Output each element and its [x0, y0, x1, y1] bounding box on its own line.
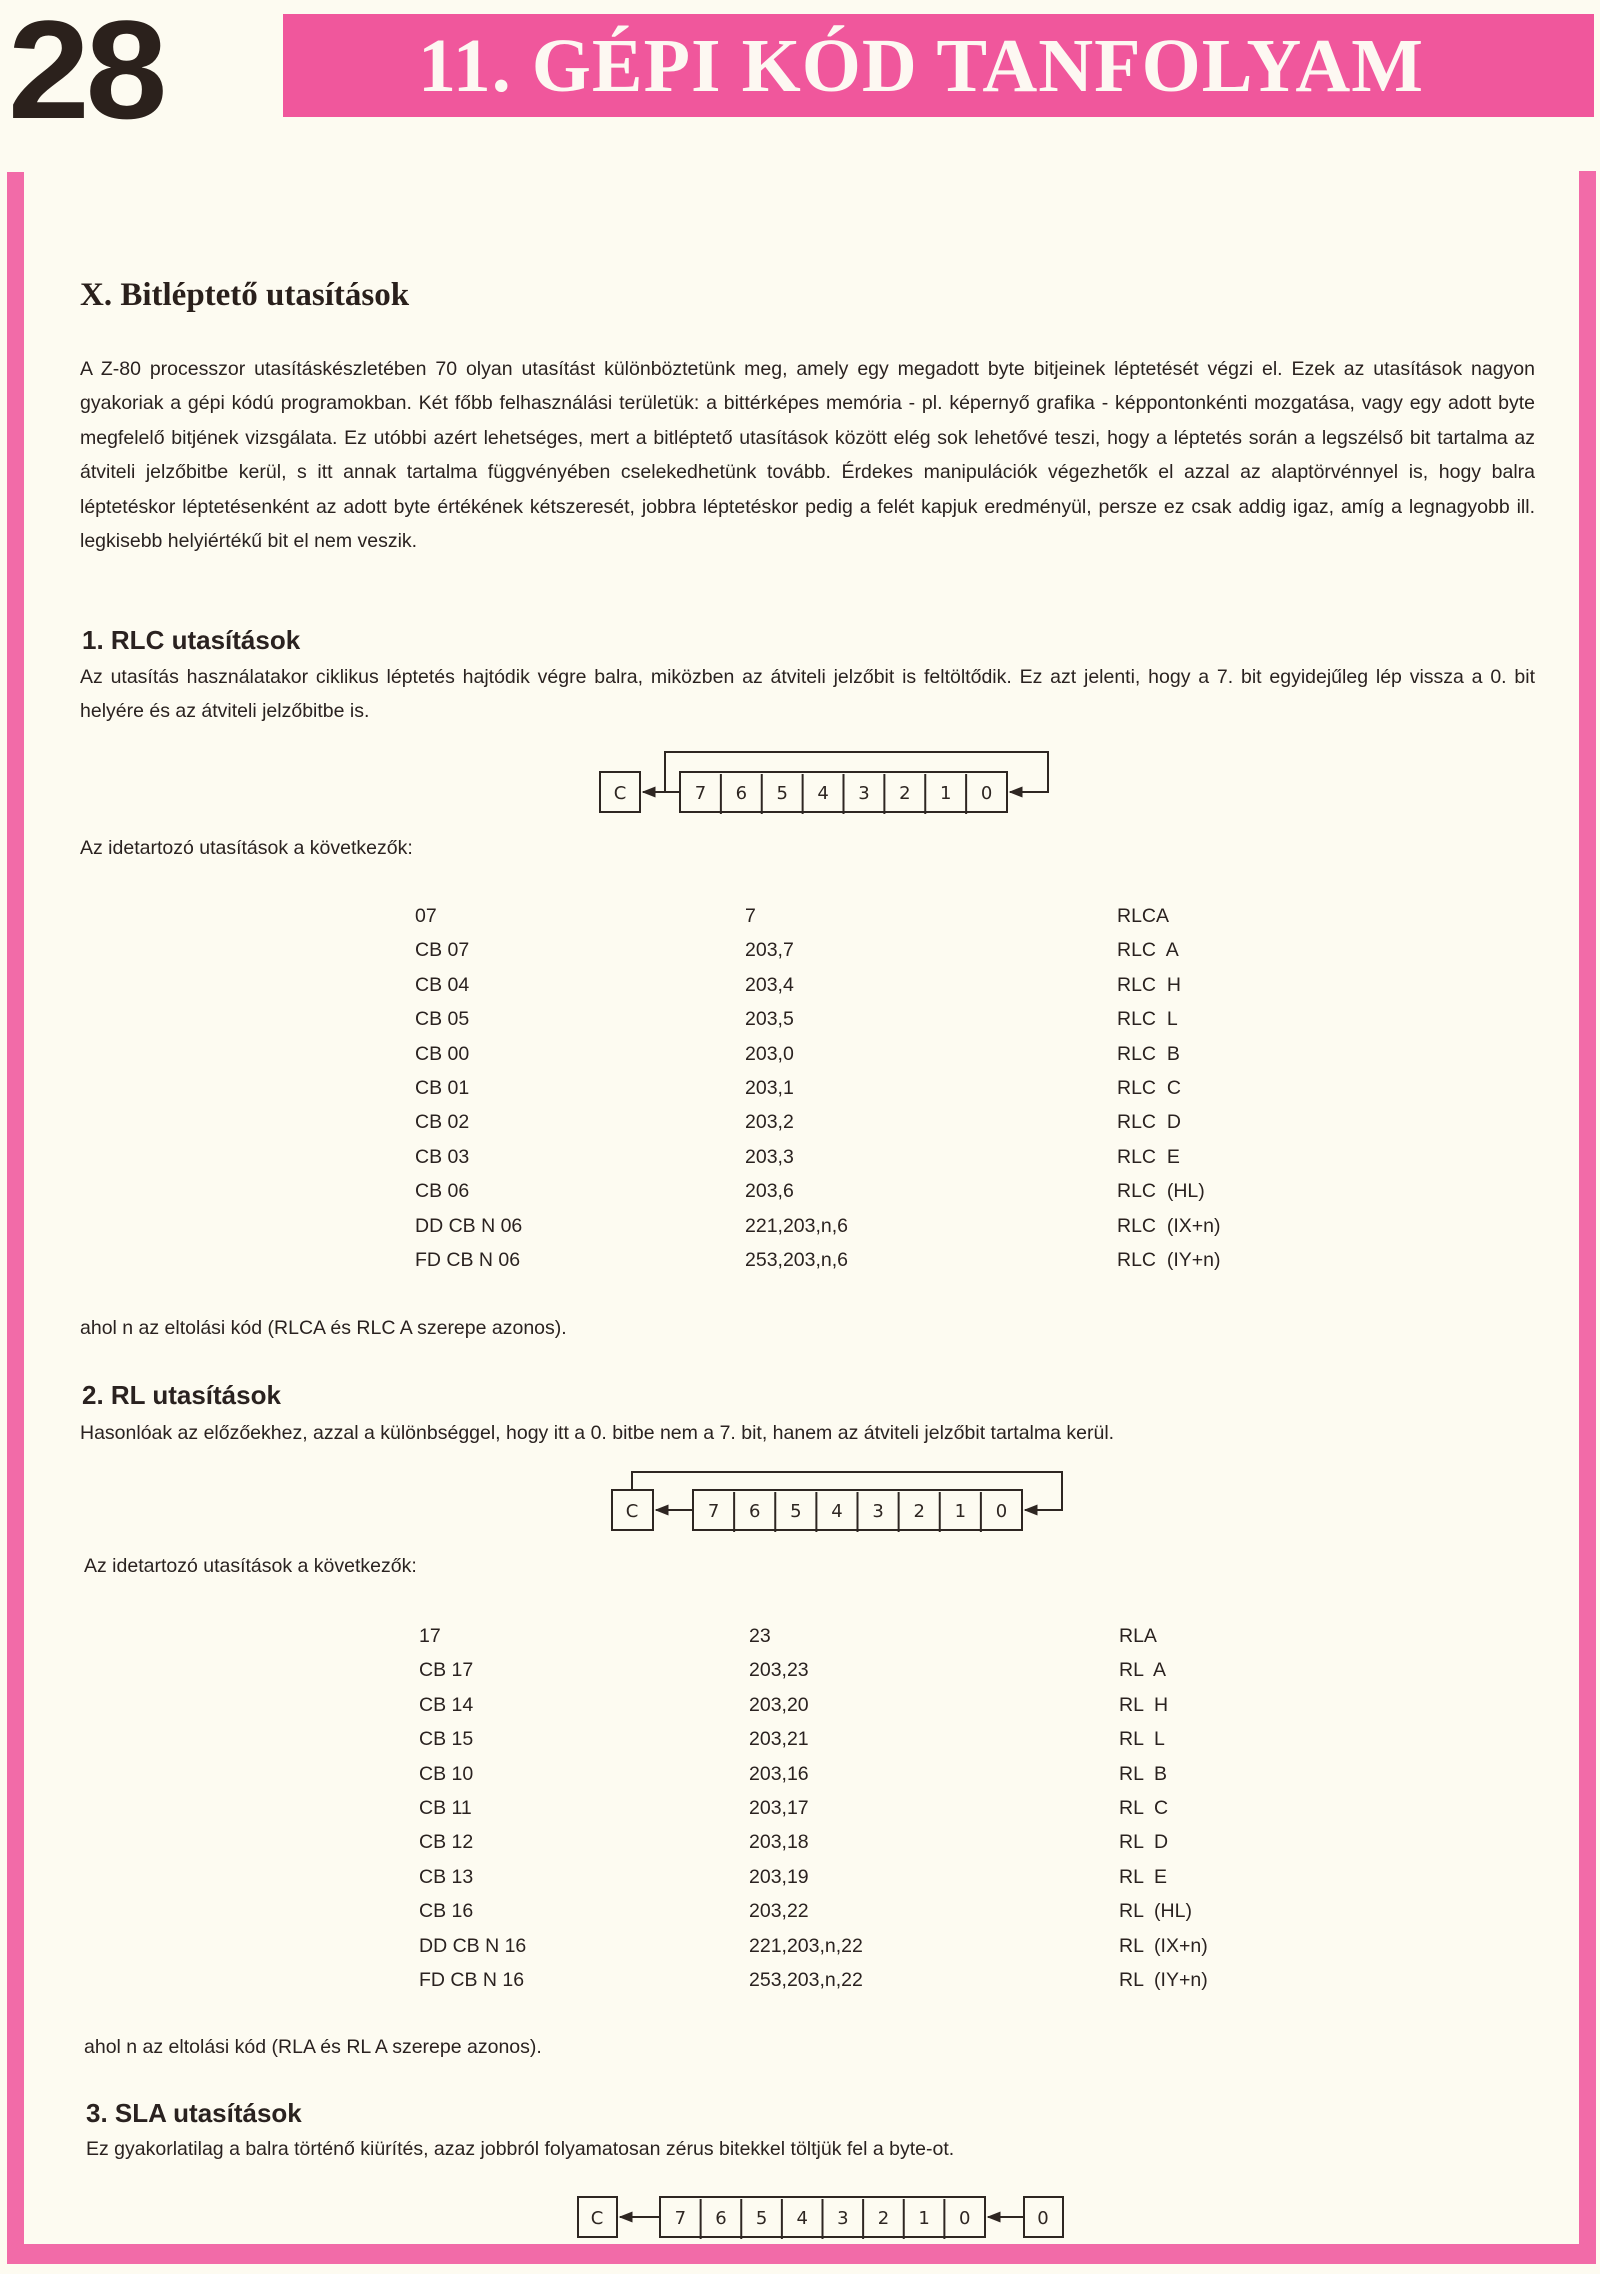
hex-code-cell: CB 17 — [419, 1659, 474, 1682]
table-row — [0, 1894, 1600, 1928]
decimal-code-cell: 7 — [745, 905, 756, 927]
decimal-code-cell: 203,23 — [749, 1659, 809, 1682]
rlc-bit-label: 4 — [817, 783, 829, 804]
hex-code-cell: CB 10 — [419, 1762, 474, 1785]
mnemonic-cell: RL C — [1119, 1796, 1169, 1819]
mnemonic-cell: RL A — [1119, 1659, 1166, 1682]
decimal-code-cell: 203,16 — [749, 1762, 809, 1785]
sla-heading: 3. SLA utasítások — [86, 2098, 302, 2128]
table-row — [0, 1071, 1600, 1105]
table-row — [0, 1105, 1600, 1139]
rlc-note: ahol n az eltolási kód (RLCA és RLC A szerepe azonos). — [80, 1317, 567, 1339]
table-row — [0, 1037, 1600, 1071]
hex-code-cell: CB 14 — [419, 1693, 474, 1716]
rlc-diagram — [600, 752, 1048, 812]
decimal-code-cell: 203,0 — [745, 1042, 794, 1065]
decimal-code-cell: 203,17 — [749, 1796, 809, 1819]
sla-bit-label: 6 — [715, 2208, 727, 2229]
hex-code-cell: CB 06 — [415, 1180, 470, 1203]
intro-paragraph: A Z-80 processzor utasításkészletében 70 olyan utasítást különböztetünk meg, amely egy megadott byte bitjeinek léptetését végzi el. Ezek az utasítások nagyon gyakoriak a gépi kódú programokban. Két főbb felhasználási területük: a bittérképes memória - pl. képernyő grafika - képpontonkénti mozgatása, vagy egy adott byte megfelelő bitjének vizsgálata. Ez utóbbi azért lehetséges, mert a bitléptető utasítások között elég sok lehetővé teszi, hogy a léptetés során a legszélső bit tartalma az átviteli jelzőbitbe kerül, s itt annak tartalma függvényében cselekedhetünk tovább. Érdekes manipulációk végezhetők el azzal az alaptörvénnyel is, hogy balra léptetéskor léptetésenként az adott byte értékének kétszeresét, jobbra léptetéskor pedig a felét kapjuk eredményül, persze ez csak addig igaz, amíg a legnagyobb ill. legkisebb helyiértékű bit el nem veszik. — [80, 358, 1535, 553]
mnemonic-cell: RL (IY+n) — [1119, 1968, 1208, 1991]
sla-input-label: 0 — [1037, 2208, 1049, 2229]
sla-bit-label: 7 — [674, 2208, 687, 2229]
decimal-code-cell: 203,7 — [745, 939, 794, 962]
mnemonic-cell: RL B — [1119, 1762, 1168, 1785]
decimal-code-cell: 203,4 — [745, 973, 794, 996]
sla-bit-label: 2 — [877, 2208, 890, 2229]
decimal-code-cell: 203,6 — [745, 1180, 794, 1203]
rl-heading: 2. RL utasítások — [82, 1380, 281, 1410]
hex-code-cell: FD CB N 06 — [415, 1248, 521, 1271]
rl-carry-label: C — [625, 1501, 639, 1522]
hex-code-cell: 07 — [415, 905, 437, 927]
mnemonic-cell: RLC H — [1117, 973, 1181, 996]
rlc-instruction-table — [0, 899, 1600, 1277]
sla-bit-label: 1 — [918, 2208, 930, 2229]
rl-bit-label: 5 — [790, 1501, 802, 1522]
table-row — [0, 1929, 1600, 1963]
decimal-code-cell: 203,3 — [745, 1145, 794, 1168]
decimal-code-cell: 203,20 — [749, 1693, 809, 1716]
sla-bit-label: 0 — [958, 2208, 971, 2229]
sla-carry-box — [578, 2197, 617, 2237]
rl-bit-label: 3 — [872, 1501, 884, 1522]
mnemonic-cell: RL L — [1119, 1728, 1165, 1751]
rlc-bit-label: 1 — [939, 783, 952, 804]
hex-code-cell: CB 00 — [415, 1042, 470, 1065]
decimal-code-cell: 203,5 — [745, 1008, 794, 1031]
table-row — [0, 1860, 1600, 1894]
hex-code-cell: CB 07 — [415, 939, 470, 962]
hex-code-cell: CB 15 — [419, 1728, 474, 1751]
sla-bit-label: 4 — [796, 2208, 808, 2229]
page-number: 28 — [8, 0, 164, 148]
hex-code-cell: CB 02 — [415, 1111, 470, 1134]
rl-carry-box — [612, 1490, 653, 1530]
table-row — [0, 1653, 1600, 1687]
title-banner — [283, 14, 1594, 117]
mnemonic-cell: RLC L — [1117, 1008, 1178, 1031]
banner-title: 11. GÉPI KÓD TANFOLYAM — [418, 24, 1424, 108]
table-row — [0, 1209, 1600, 1243]
table-row — [0, 1140, 1600, 1174]
rlc-bit-label: 3 — [858, 783, 870, 804]
sla-bit-label: 5 — [755, 2208, 768, 2229]
rlc-bit-label: 6 — [735, 783, 748, 804]
rlc-bit-label: 5 — [776, 783, 788, 804]
rlc-bit-label: 2 — [899, 783, 911, 804]
rl-description: Hasonlóak az előzőekhez, azzal a különbséggel, hogy itt a 0. bitbe nem a 7. bit, hanem az átviteli jelzőbit tartalma kerül. — [80, 1422, 1115, 1444]
table-row — [0, 1963, 1600, 1997]
rl-bit-label: 4 — [831, 1501, 843, 1522]
hex-code-cell: DD CB N 06 — [415, 1214, 523, 1237]
decimal-code-cell: 221,203,n,6 — [745, 1214, 849, 1237]
mnemonic-cell: RLC (HL) — [1117, 1180, 1205, 1203]
hex-code-cell: CB 04 — [415, 973, 470, 996]
decimal-code-cell: 23 — [749, 1625, 771, 1647]
decimal-code-cell: 253,203,n,22 — [749, 1968, 863, 1991]
table-row — [0, 1688, 1600, 1722]
mnemonic-cell: RL D — [1119, 1831, 1169, 1854]
mnemonic-cell: RLC A — [1117, 939, 1179, 962]
hex-code-cell: FD CB N 16 — [419, 1968, 525, 1991]
mnemonic-cell: RLC (IY+n) — [1117, 1248, 1221, 1271]
rlc-bit-label: 7 — [694, 783, 707, 804]
rl-list-intro: Az idetartozó utasítások a következők: — [84, 1555, 417, 1577]
rl-note: ahol n az eltolási kód (RLA és RL A szerepe azonos). — [84, 2036, 542, 2058]
rl-bit-label: 6 — [748, 1501, 761, 1522]
hex-code-cell: CB 12 — [419, 1831, 474, 1854]
rl-bit-label: 0 — [995, 1501, 1008, 1522]
rlc-carry-label: C — [613, 783, 627, 804]
decimal-code-cell: 253,203,n,6 — [745, 1248, 849, 1271]
mnemonic-cell: RL (IX+n) — [1119, 1934, 1208, 1957]
table-row — [0, 1757, 1600, 1791]
mnemonic-cell: RLC E — [1117, 1145, 1180, 1168]
decimal-code-cell: 203,1 — [745, 1076, 794, 1099]
mnemonic-cell: RLC (IX+n) — [1117, 1214, 1221, 1237]
rl-register-box — [693, 1490, 1022, 1530]
mnemonic-cell: RL E — [1119, 1865, 1168, 1888]
hex-code-cell: CB 13 — [419, 1865, 474, 1888]
table-row — [0, 1722, 1600, 1756]
sla-input-box — [1024, 2197, 1063, 2237]
mnemonic-cell: RL (HL) — [1119, 1900, 1192, 1923]
rlc-list-intro: Az idetartozó utasítások a következők: — [80, 837, 413, 859]
table-row — [0, 1002, 1600, 1036]
hex-code-cell: 17 — [419, 1625, 441, 1647]
decimal-code-cell: 221,203,n,22 — [749, 1934, 863, 1957]
table-row — [0, 933, 1600, 967]
rlc-description: Az utasítás használatakor ciklikus léptetés hajtódik végre balra, miközben az átviteli jelzőbit is feltöltődik. Ez azt jelenti, hogy a 7. bit egyidejűleg lép vissza a 0. bit helyére és az átviteli jelzőbitbe is. — [80, 666, 1535, 723]
sla-bit-label: 3 — [837, 2208, 849, 2229]
mnemonic-cell: RL H — [1119, 1693, 1169, 1716]
mnemonic-cell: RLC B — [1117, 1042, 1180, 1065]
hex-code-cell: DD CB N 16 — [419, 1934, 527, 1957]
rl-bit-label: 2 — [913, 1501, 925, 1522]
rlc-register-box — [680, 772, 1007, 812]
sla-carry-label: C — [590, 2208, 604, 2229]
table-row — [0, 1825, 1600, 1859]
rlc-heading: 1. RLC utasítások — [82, 625, 301, 655]
frame-bottom-bar — [7, 2244, 1596, 2264]
rl-bit-label: 7 — [707, 1501, 720, 1522]
section-title: X. Bitléptető utasítások — [80, 277, 410, 313]
decimal-code-cell: 203,2 — [745, 1111, 794, 1134]
sla-register-box — [660, 2197, 985, 2237]
decimal-code-cell: 203,22 — [749, 1900, 809, 1923]
decimal-code-cell: 203,21 — [749, 1728, 809, 1751]
rl-bit-label: 1 — [954, 1501, 967, 1522]
sla-description: Ez gyakorlatilag a balra történő kiürítés, azaz jobbról folyamatosan zérus bitekkel töltjük fel a byte-ot. — [86, 2138, 955, 2160]
hex-code-cell: CB 03 — [415, 1145, 470, 1168]
rl-diagram — [612, 1472, 1062, 1530]
mnemonic-cell: RLC D — [1117, 1111, 1181, 1134]
rlc-bit-label: 0 — [980, 783, 993, 804]
table-row — [0, 1174, 1600, 1208]
mnemonic-cell: RLCA — [1117, 905, 1170, 927]
hex-code-cell: CB 05 — [415, 1008, 470, 1031]
table-row — [0, 968, 1600, 1002]
table-row — [0, 1243, 1600, 1277]
decimal-code-cell: 203,18 — [749, 1831, 809, 1854]
table-row — [0, 1791, 1600, 1825]
rl-instruction-table — [0, 1619, 1600, 1997]
hex-code-cell: CB 16 — [419, 1900, 474, 1923]
sla-diagram — [578, 2197, 1063, 2237]
decimal-code-cell: 203,19 — [749, 1865, 809, 1888]
hex-code-cell: CB 11 — [419, 1796, 472, 1819]
rlc-carry-box — [600, 772, 640, 812]
table-row — [0, 1619, 1600, 1653]
mnemonic-cell: RLC C — [1117, 1076, 1181, 1099]
mnemonic-cell: RLA — [1119, 1625, 1157, 1647]
table-row — [0, 899, 1600, 933]
hex-code-cell: CB 01 — [415, 1076, 470, 1099]
